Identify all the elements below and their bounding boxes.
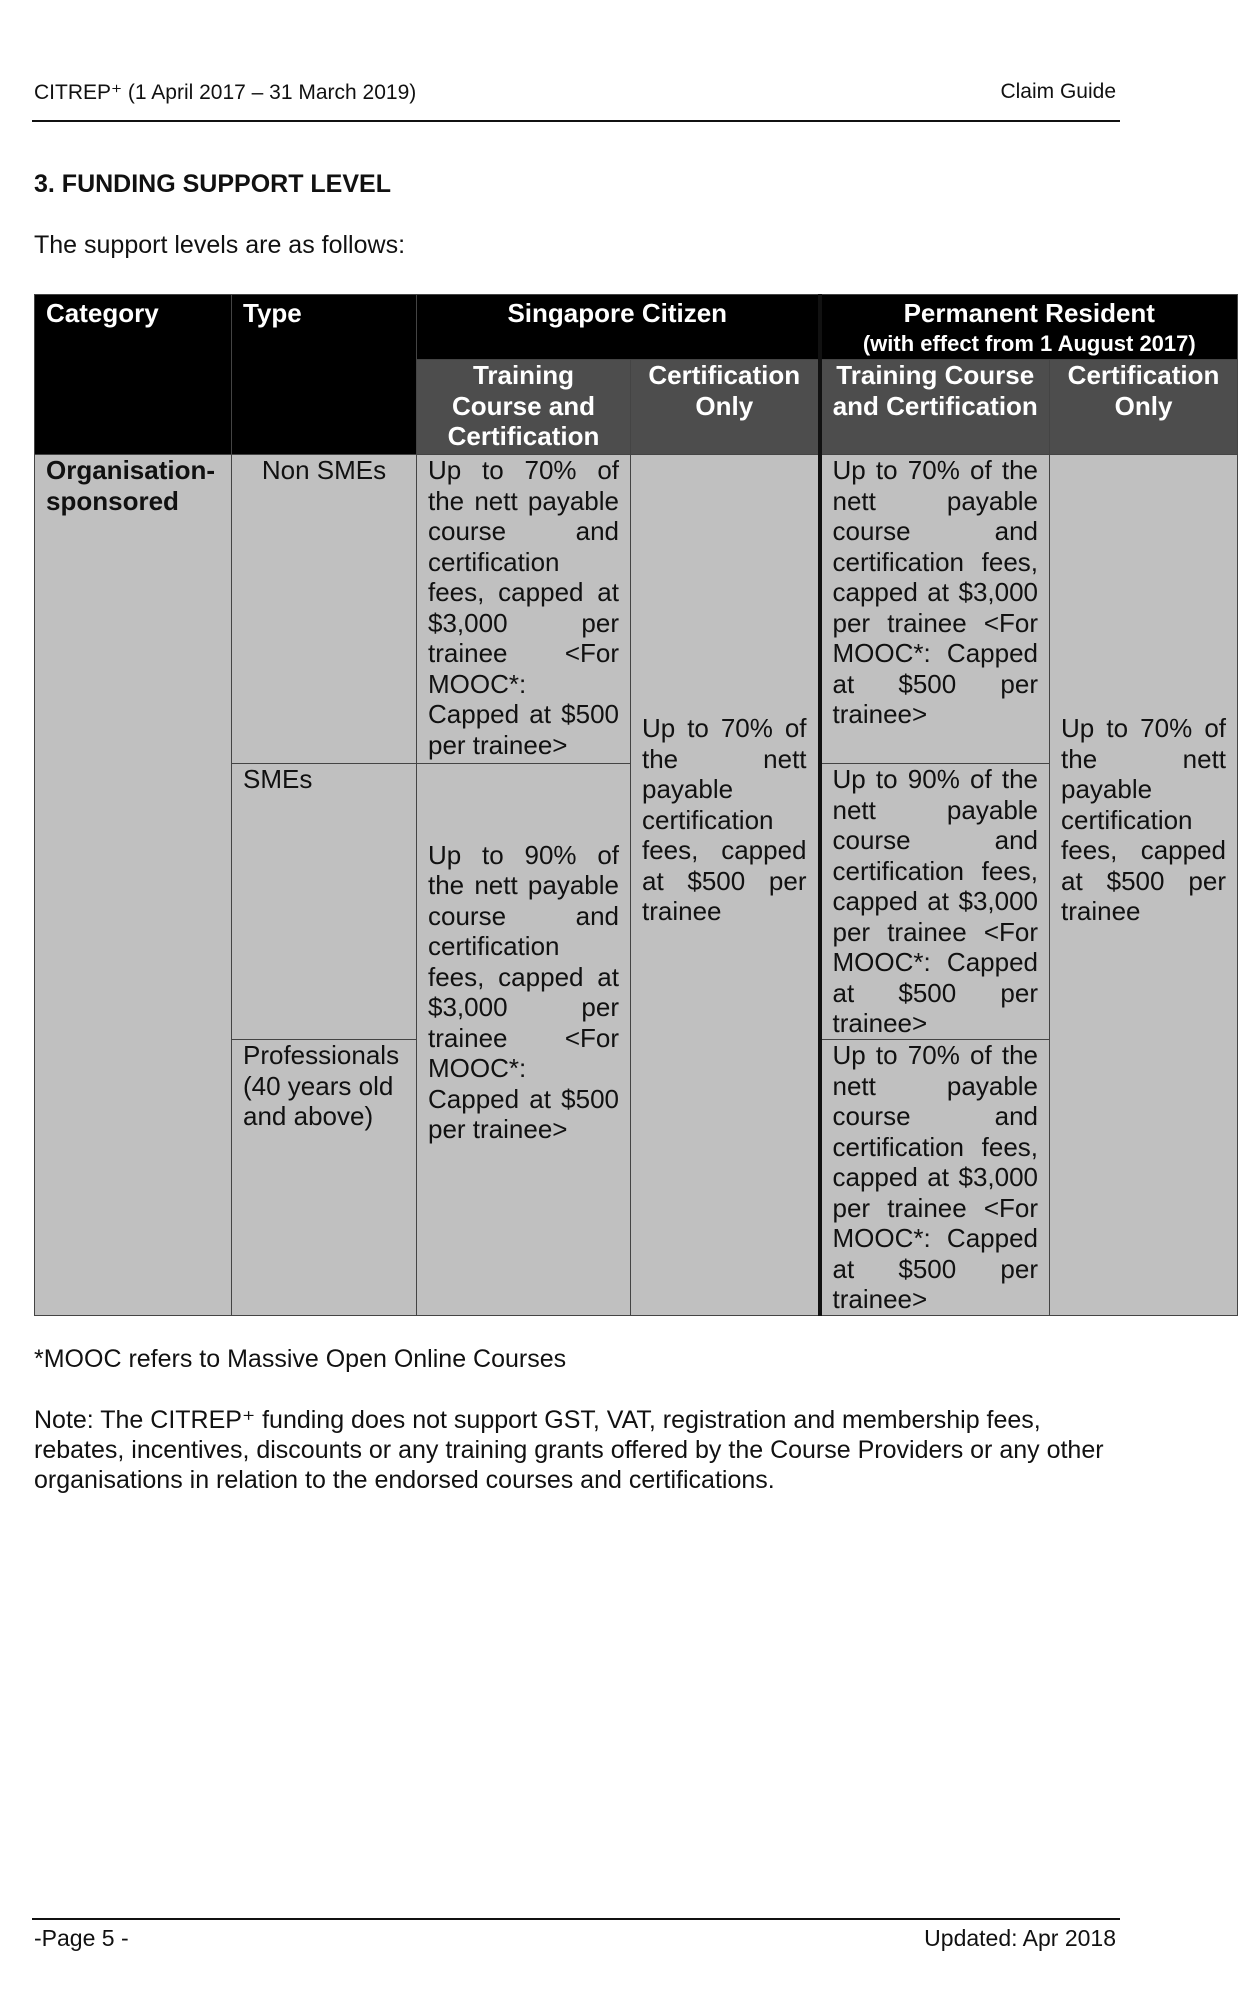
mooc-footnote: *MOOC refers to Massive Open Online Courses: [34, 1345, 567, 1373]
pr-training-smes: Up to 90% of the nett payable course and certification fees, capped at $3,000 per trainee <For MOOC*: Capped at $500 per trainee>: [820, 764, 1050, 1040]
sc-training-non-smes: Up to 70% of the nett payable course and certification fees, capped at $3,000 per trainee <For MOOC*: Capped at $500 per trainee>: [417, 455, 631, 764]
footer-rule: [32, 1918, 1120, 1920]
header-type: Type: [232, 295, 417, 455]
category-cell: Organisation-sponsored: [35, 455, 232, 1316]
pr-subtitle: (with effect from 1 August 2017): [862, 330, 1196, 356]
type-professionals: Professionals (40 years old and above): [232, 1040, 417, 1316]
header-pr-cert: Certification Only: [1050, 360, 1238, 455]
header-permanent-resident: [820, 295, 1238, 360]
section-intro: The support levels are as follows:: [34, 231, 406, 259]
funding-note: Note: The CITREP⁺ funding does not support GST, VAT, registration and membership fees, rebates, incentives, discounts or any training grants offered by the Course Providers or any other organisations in relation to the endorsed courses and certifications.: [34, 1406, 1104, 1494]
type-non-smes: Non SMEs: [232, 455, 417, 764]
pr-training-prof: Up to 70% of the nett payable course and certification fees, capped at $3,000 per trainee <For MOOC*: Capped at $500 per trainee>: [820, 1040, 1050, 1316]
pr-cert-all: Up to 70% of the nett payable certification fees, capped at $500 per trainee: [1050, 455, 1238, 1316]
header-doc-type: Claim Guide: [1000, 80, 1116, 103]
header-title: CITREP⁺ (1 April 2017 – 31 March 2019): [34, 81, 417, 104]
header-singapore-citizen: Singapore Citizen: [417, 295, 820, 360]
updated-date: Updated: Apr 2018: [924, 1925, 1116, 1951]
type-smes: SMEs: [232, 764, 417, 1040]
header-pr-training: Training Course and Certification: [820, 360, 1050, 455]
header-category: Category: [35, 295, 232, 455]
header-rule: [32, 120, 1120, 122]
header-sc-training: Training Course and Certification: [417, 360, 631, 455]
sc-cert-all: Up to 70% of the nett payable certification fees, capped at $500 per trainee: [631, 455, 820, 1316]
section-title: 3. FUNDING SUPPORT LEVEL: [34, 170, 391, 198]
sc-training-smes-prof: Up to 90% of the nett payable course and certification fees, capped at $3,000 per trainee <For MOOC*: Capped at $500 per trainee>: [417, 764, 631, 1316]
funding-support-table: [34, 294, 1238, 1316]
page-number: -Page 5 -: [34, 1925, 129, 1951]
header-sc-cert: Certification Only: [631, 360, 820, 455]
pr-title: Permanent Resident: [903, 298, 1155, 328]
pr-training-non-smes: Up to 70% of the nett payable course and certification fees, capped at $3,000 per trainee <For MOOC*: Capped at $500 per trainee>: [820, 455, 1050, 764]
